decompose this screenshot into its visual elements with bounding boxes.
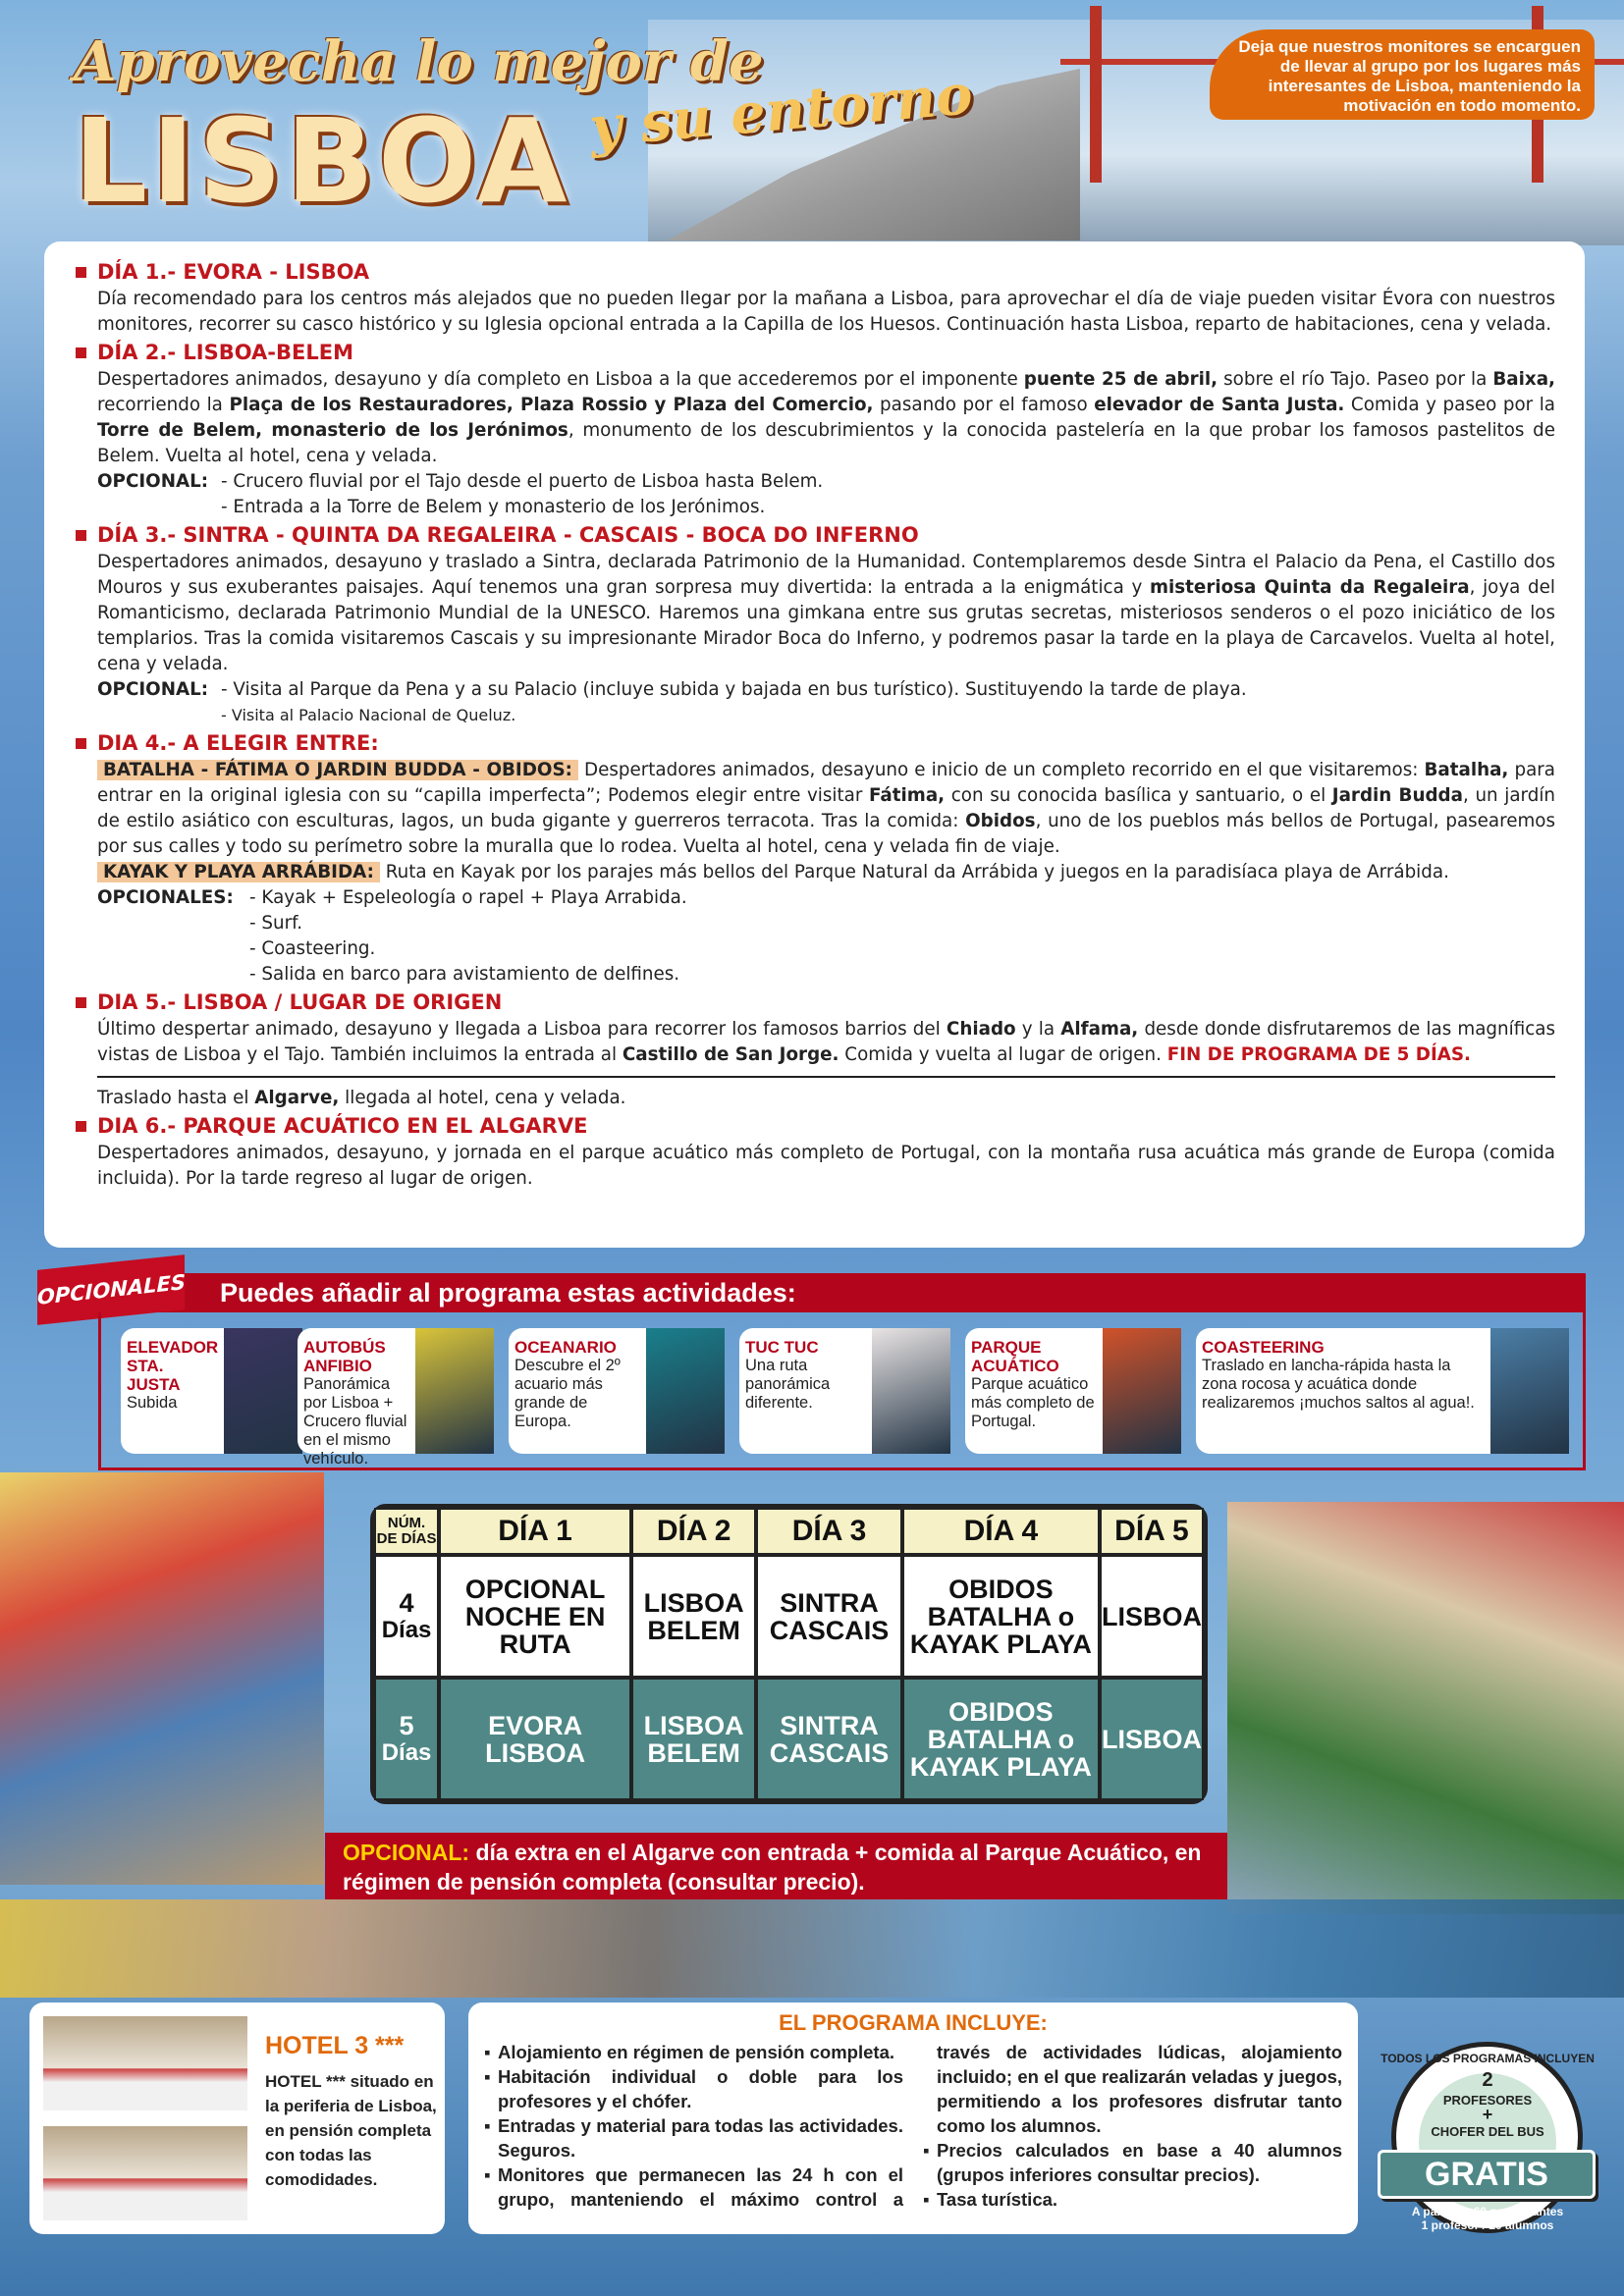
- badge-arc-text: TODOS LOS PROGRAMAS INCLUYEN: [1380, 2052, 1595, 2065]
- cell: OBIDOS BATALHA o KAYAK PLAYA: [902, 1678, 1100, 1800]
- activity-desc: Traslado en lancha-rápida hasta la zona rocosa y acuática donde realizaremos ¡muchos saltos al agua!.: [1202, 1357, 1475, 1412]
- day-1-heading: DÍA 1.- EVORA - LISBOA: [76, 257, 1555, 287]
- waterpark-photo: [0, 1472, 324, 1885]
- hotel-card: [29, 2002, 445, 2234]
- text-segment: Despertadores animados, desayuno y día completo en Lisboa a la que accederemos por el imponente: [97, 369, 1024, 390]
- activity-card-text: [739, 1328, 872, 1454]
- text-segment: sobre el río Tajo. Paseo por la: [1218, 369, 1493, 390]
- optional-label: OPCIONAL:: [97, 471, 209, 492]
- text-segment: Último despertar animado, desayuno y llegada a Lisboa para recorrer los famosos barrios del: [97, 1019, 947, 1040]
- cell: LISBOA BELEM: [631, 1555, 756, 1678]
- activity-title: COASTEERING: [1202, 1338, 1325, 1357]
- activity-title: PARQUE ACUÁTICO: [971, 1338, 1059, 1375]
- col-header: DÍA 3: [756, 1508, 902, 1555]
- day-2-heading: DÍA 2.- LISBOA-BELEM: [76, 338, 1555, 367]
- unit: Días: [381, 1616, 432, 1643]
- opcionales-cards: [98, 1312, 1586, 1470]
- table-row-4-days: [374, 1555, 1204, 1678]
- bold-text: Obidos: [965, 811, 1036, 831]
- hotel-title: HOTEL 3 ***: [265, 2032, 405, 2059]
- itinerary-panel: [44, 241, 1585, 1248]
- activity-card: [121, 1328, 288, 1454]
- activity-card-text: [965, 1328, 1103, 1454]
- optional-item: - Visita al Parque da Pena y a su Palacio (incluye subida y bajada en bus turístico). Sustituyendo la tarde de playa.: [221, 679, 1247, 700]
- note-line: 1 profesor / 20 alumnos: [1421, 2218, 1554, 2232]
- text-segment: Despertadores animados, desayuno e inicio de un completo recorrido en el que visitaremos:: [577, 760, 1425, 780]
- col-header: DÍA 4: [902, 1508, 1100, 1555]
- text-segment: llegada al hotel, cena y velada.: [339, 1088, 626, 1108]
- bold-text: Batalha,: [1424, 760, 1509, 780]
- activity-title: AUTOBÚS ANFIBIO: [303, 1338, 386, 1375]
- text-segment: Comida y paseo por la: [1344, 395, 1556, 415]
- day-5-text: [76, 1017, 1555, 1068]
- sintra-palace-photo: [1227, 1502, 1624, 1914]
- activity-title: OCEANARIO: [514, 1338, 617, 1357]
- algarve-transfer-text: [76, 1086, 1555, 1111]
- activity-photo: [415, 1328, 494, 1454]
- corner-header: NÚM. DE DÍAS: [374, 1508, 439, 1555]
- optional-label: OPCIONAL:: [343, 1840, 470, 1865]
- list-item: ▪ Entradas y material para todas las actividades. Seguros.: [484, 2113, 903, 2163]
- text-segment: , joya del Romanticismo, declarada Patrimonio Mundial de la UNESCO. Haremos una gimkana entre sus grutas secretas, misteriosos senderos o el pozo iniciático de los templarios. Tras la comida visitaremos Cascais y su impresionante Mirador Boca do Inferno, y podremos pasar la tarde en la playa de Carcavelos. Vuelta al hotel, cena y velada.: [97, 577, 1555, 674]
- optional-item: - Entrada a la Torre de Belem y monasterio de los Jerónimos.: [221, 497, 766, 517]
- program-includes: [468, 2002, 1358, 2234]
- day-6-heading: DIA 6.- PARQUE ACUÁTICO EN EL ALGARVE: [76, 1111, 1555, 1141]
- cell: EVORA LISBOA: [439, 1678, 631, 1800]
- badge-count: 2: [1482, 2069, 1493, 2091]
- bold-text: Chiado: [946, 1019, 1016, 1040]
- text-segment: con su conocida basílica y santuario, o el: [945, 785, 1332, 806]
- activity-card-text: [298, 1328, 415, 1468]
- day-4-heading: DIA 4.- A ELEGIR ENTRE:: [76, 728, 1555, 758]
- badge-plus: +: [1482, 2105, 1493, 2124]
- activity-photo: [224, 1328, 302, 1454]
- hotel-room-photo: [43, 2016, 247, 2110]
- text-segment: , monumento de los descubrimientos y la conocida pastelería en la que probar los famosos pastelitos de Belem. Vuelta al hotel, cena y velada.: [97, 420, 1555, 466]
- bold-text: Fátima,: [869, 785, 946, 806]
- bold-text: Plaça de los Restauradores, Plaza Rossio y Plaza del Comercio,: [229, 395, 874, 415]
- cell: SINTRA CASCAIS: [756, 1678, 902, 1800]
- day-1-text: [76, 287, 1555, 338]
- optional-item: - Kayak + Espeleología o rapel + Playa Arrabida.: [249, 887, 687, 908]
- intro-bubble: Deja que nuestros monitores se encarguen de llevar al grupo por los lugares más interesantes de Lisboa, manteniendo la motivación en todo momento.: [1210, 29, 1595, 120]
- list-item: ▪ Habitación individual o doble para los profesores y el chófer.: [484, 2064, 903, 2113]
- title-lisboa: LISBOA: [74, 93, 571, 229]
- activity-title: TUC TUC: [745, 1338, 819, 1357]
- bold-text: Alfama,: [1060, 1019, 1139, 1040]
- option-a-label: BATALHA - FÁTIMA O JARDIN BUDDA - OBIDOS:: [97, 760, 578, 780]
- day-6-text: [76, 1141, 1555, 1192]
- text-segment: , un jardín de estilo asiático con esculturas, lagos, un buda gigante y guerreros terracota. Tras la comida:: [97, 785, 1556, 831]
- cell: OPCIONAL NOCHE EN RUTA: [439, 1555, 631, 1678]
- divider: [97, 1076, 1555, 1078]
- bold-text: misteriosa Quinta da Regaleira: [1149, 577, 1470, 598]
- program-includes-title: EL PROGRAMA INCLUYE:: [779, 2010, 1048, 2035]
- list-item: ▪ Precios calculados en base a 40 alumnos (grupos inferiores consultar precios).: [923, 2138, 1342, 2187]
- optional-label: OPCIONAL:: [97, 679, 209, 700]
- beach-photo-strip: [0, 1899, 1624, 1998]
- activity-desc: Una ruta panorámica diferente.: [745, 1357, 831, 1412]
- text-segment: Comida y vuelta al lugar de origen.: [839, 1044, 1167, 1065]
- badge-line2: CHOFER DEL BUS: [1431, 2124, 1544, 2139]
- num: 4: [399, 1587, 414, 1618]
- cell: LISBOA: [1100, 1678, 1204, 1800]
- activity-card: [298, 1328, 494, 1468]
- opcionales-flag: OPCIONALES: [37, 1255, 185, 1325]
- activity-desc: Panorámica por Lisboa + Crucero fluvial en el mismo vehículo.: [303, 1375, 407, 1468]
- unit: Días: [381, 1738, 432, 1766]
- activity-photo: [1103, 1328, 1181, 1454]
- title-line-3: y su entorno: [586, 62, 976, 160]
- text-segment: Despertadores animados, desayuno y traslado a Sintra, declarada Patrimonio de la Humanidad. Contemplaremos desde Sintra el Palacio da Pena, el Castillo dos Mouros y sus exuberantes paisajes. Aquí tenemos una gran sorpresa muy divertida: la entrada a la enigmática y: [97, 552, 1555, 598]
- day-3-optional: [76, 677, 1555, 728]
- activity-photo: [1490, 1328, 1569, 1454]
- activity-desc: Descubre el 2º acuario más grande de Europa.: [514, 1357, 621, 1430]
- option-b-text: Ruta en Kayak por los parajes más bellos del Parque Natural da Arrábida y juegos en la paradisíaca playa de Arrábida.: [379, 862, 1449, 882]
- col-header: DÍA 2: [631, 1508, 756, 1555]
- optional-label: OPCIONALES:: [97, 887, 234, 908]
- col-header: DÍA 5: [1100, 1508, 1204, 1555]
- num: 5: [399, 1710, 414, 1740]
- day-2-text: [76, 367, 1555, 469]
- bold-text: Castillo de San Jorge.: [622, 1044, 839, 1065]
- day-5-heading: DIA 5.- LISBOA / LUGAR DE ORIGEN: [76, 988, 1555, 1017]
- bold-text: puente 25 de abril,: [1023, 369, 1218, 390]
- optional-item: - Surf.: [249, 913, 303, 934]
- day-4-option-b: [76, 860, 1555, 885]
- day-4-optional: [76, 885, 1555, 988]
- day-3-text: [76, 550, 1555, 677]
- title-line-1: Aprovecha lo mejor de: [74, 29, 764, 94]
- cell: LISBOA: [1100, 1555, 1204, 1678]
- text-segment: pasando por el famoso: [873, 395, 1095, 415]
- bold-text: Algarve,: [254, 1088, 340, 1108]
- activity-card-text: [1196, 1328, 1490, 1454]
- text-segment: Traslado hasta el: [97, 1088, 255, 1108]
- activity-desc: Subida: [127, 1394, 178, 1412]
- text-segment: para entrar en la original iglesia con su “capilla imperfecta”; Podemos elegir entre visitar: [97, 760, 1556, 806]
- day-2-optional: [76, 469, 1555, 520]
- program-days-table: [370, 1504, 1208, 1804]
- hotel-text: HOTEL *** situado en la periferia de Lisboa, en pensión completa con todas las comodidades.: [265, 2072, 437, 2189]
- optional-item: - Coasteering.: [249, 938, 376, 959]
- cell: LISBOA BELEM: [631, 1678, 756, 1800]
- highlight-text: FIN DE PROGRAMA DE 5 DÍAS.: [1166, 1044, 1472, 1065]
- activity-card: [739, 1328, 950, 1454]
- cell: OBIDOS BATALHA o KAYAK PLAYA: [902, 1555, 1100, 1678]
- activity-card-text: [509, 1328, 646, 1454]
- text-segment: recorriendo la: [97, 395, 230, 415]
- program-includes-list: [484, 2040, 1342, 2212]
- bridge-tower: [1090, 6, 1102, 183]
- day-4-option-a: [76, 758, 1555, 860]
- text-segment: desde donde disfrutaremos de las magníficas vistas de Lisboa y el Tajo. También incluimos la entrada al: [97, 1019, 1555, 1065]
- list-item: ▪ Tasa turística.: [923, 2187, 1342, 2212]
- activity-card: [965, 1328, 1181, 1454]
- optional-item: - Salida en barco para avistamiento de delfines.: [249, 964, 680, 985]
- optional-item: - Crucero fluvial por el Tajo desde el puerto de Lisboa hasta Belem.: [221, 471, 824, 492]
- activity-card-text: [121, 1328, 224, 1454]
- badge-line1: PROFESORES: [1442, 2093, 1533, 2108]
- opcionales-heading: Puedes añadir al programa estas actividades:: [98, 1273, 1586, 1312]
- bold-text: Baixa,: [1492, 369, 1555, 390]
- bold-text: Torre de Belem, monasterio de los Jerónimos: [97, 420, 568, 441]
- num-days: [374, 1555, 439, 1678]
- activity-desc: Parque acuático más completo de Portugal.: [971, 1375, 1095, 1430]
- optional-item: - Visita al Palacio Nacional de Queluz.: [221, 706, 516, 724]
- cell: SINTRA CASCAIS: [756, 1555, 902, 1678]
- activity-photo: [872, 1328, 950, 1454]
- bold-text: elevador de Santa Justa.: [1094, 395, 1345, 415]
- activity-card: [1196, 1328, 1569, 1454]
- text-segment: Día recomendado para los centros más alejados que no pueden llegar por la mañana a Lisboa, para aprovechar el día de viaje pueden visitar Évora con nuestros monitores, recorrer su casco histórico y su Iglesia opcional entrada a la Capilla de los Huesos. Continuación hasta Lisboa, reparto de habitaciones, cena y velada.: [97, 289, 1555, 335]
- bold-text: Jardin Budda: [1331, 785, 1463, 806]
- num-days: [374, 1678, 439, 1800]
- activity-card: [509, 1328, 725, 1454]
- hotel-room-photo: [43, 2126, 247, 2220]
- optional-extra-day-banner: [325, 1833, 1269, 1899]
- note-line: A partir de 60 participantes: [1411, 2205, 1564, 2218]
- badge-note: [1370, 2205, 1605, 2232]
- activity-photo: [646, 1328, 725, 1454]
- text-segment: y la: [1015, 1019, 1061, 1040]
- col-header: DÍA 1: [439, 1508, 631, 1555]
- list-item: ▪ Alojamiento en régimen de pensión completa.: [484, 2040, 903, 2064]
- text-segment: Despertadores animados, desayuno, y jornada en el parque acuático más completo de Portugal, con la montaña rusa acuática más grande de Europa (comida incluida). Por la tarde regreso al lugar de origen.: [97, 1143, 1555, 1189]
- activity-title: ELEVADOR STA. JUSTA: [127, 1338, 219, 1394]
- list-item: ▪ Monitores que permanecen las 24 h con el grupo, manteniendo el máximo control a través de actividades lúdicas, alojamiento incluido; en el que realizarán veladas y juegos, permitiendo a los profesores disfrutar tanto como los alumnos.: [484, 2040, 1342, 2212]
- table-row-5-days: [374, 1678, 1204, 1800]
- gratis-label: GRATIS: [1378, 2150, 1596, 2199]
- optional-text: día extra en el Algarve con entrada + comida al Parque Acuático, en régimen de pensión completa (consultar precio).: [343, 1840, 1202, 1895]
- text-segment: , uno de los pueblos más bellos de Portugal, pasearemos por sus calles y todo su perímetro sobre la muralla que lo rodea. Vuelta al hotel, cena y velada fin de viaje.: [97, 811, 1555, 857]
- day-3-heading: DÍA 3.- SINTRA - QUINTA DA REGALEIRA - CASCAIS - BOCA DO INFERNO: [76, 520, 1555, 550]
- option-b-label: KAYAK Y PLAYA ARRÁBIDA:: [97, 862, 380, 882]
